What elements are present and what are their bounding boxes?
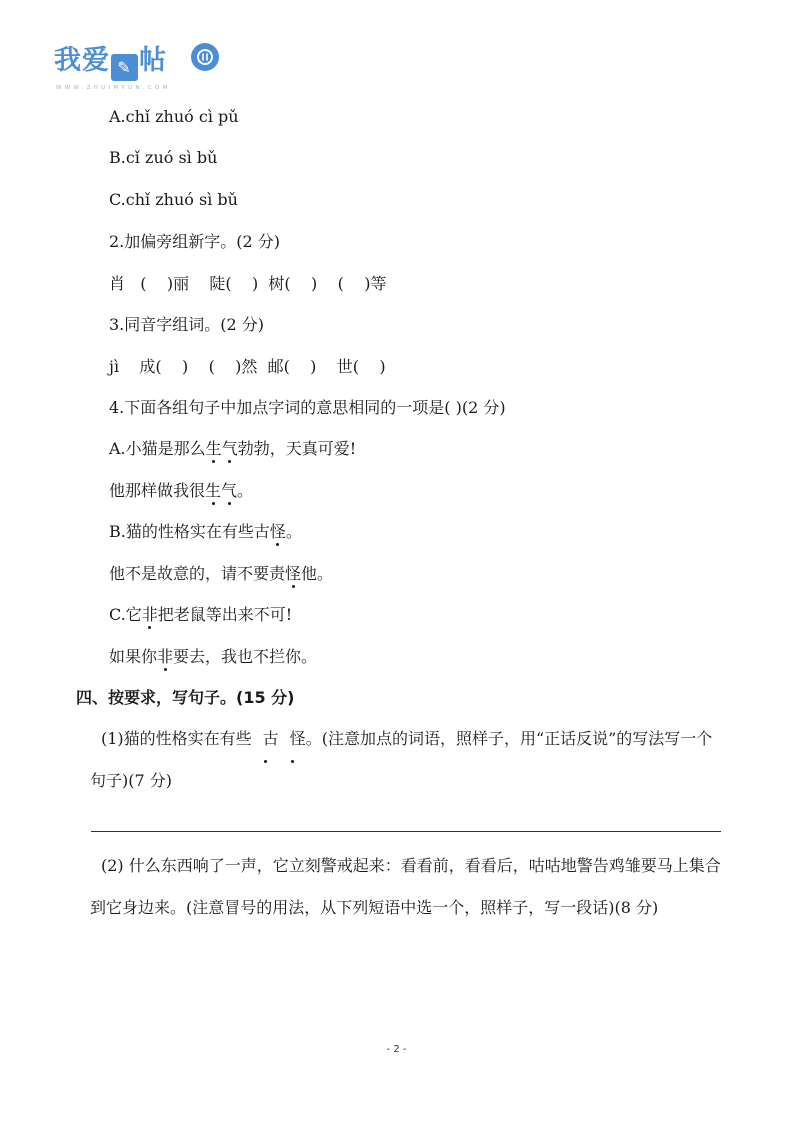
q3-title: 3.同音字组词。(2 分) [109,315,265,334]
q1-option-a: A.chǐ zhuó cì pǔ [109,107,239,126]
q4-option-c-sentence-1: C.它非把老鼠等出来不可! [109,605,293,624]
q2-blanks: 肖 ( )丽 陡( ) 树( ) ( )等 [109,274,387,293]
q1-option-b: B.cǐ zuó sì bǔ [109,148,218,167]
section-4-item-1: (1)猫的性格实在有些 古 怪。(注意加点的词语，照样子，用“正话反说”的写法写一个句子)(7 分) [90,718,722,802]
q1-option-c: C.chǐ zhuó sì bǔ [109,190,238,209]
section-4-heading: 四、按要求，写句子。(15 分) [76,688,295,707]
q4-option-c-sentence-2: 如果你非要去，我也不拦你。 [109,647,318,666]
q4-title: 4.下面各组句子中加点字词的意思相同的一项是( )(2 分) [109,398,506,417]
answer-line[interactable] [91,831,721,832]
page-number: - 2 - [386,1044,407,1055]
site-logo [54,38,234,98]
logo-glyph-icon: ✎ [111,54,138,81]
section-4-item-2: (2) 什么东西响了一声，它立刻警戒起来：看看前，看看后，咕咕地警告鸡雏要马上集合到它身边来。(注意冒号的用法，从下列短语中选一个，照样子，写一段话)(8 分) [90,856,721,917]
logo-url: WWW.ZHUIMYUN.COM [56,85,171,91]
q4-option-b-sentence-2: 他不是故意的，请不要责怪他。 [109,564,334,583]
logo-badge-icon [191,43,219,71]
q2-title: 2.加偏旁组新字。(2 分) [109,232,281,251]
logo-text: 我爱 ✎ 帖 [54,38,167,81]
q4-option-b-sentence-1: B.猫的性格实在有些古怪。 [109,522,302,541]
q4-option-a-sentence-1: A.小猫是那么生气勃勃，天真可爱! [109,439,357,458]
q4-option-a-sentence-2: 他那样做我很生气。 [109,481,254,500]
q3-blanks: jì 成( ) ( )然 邮( ) 世( ) [109,357,386,376]
